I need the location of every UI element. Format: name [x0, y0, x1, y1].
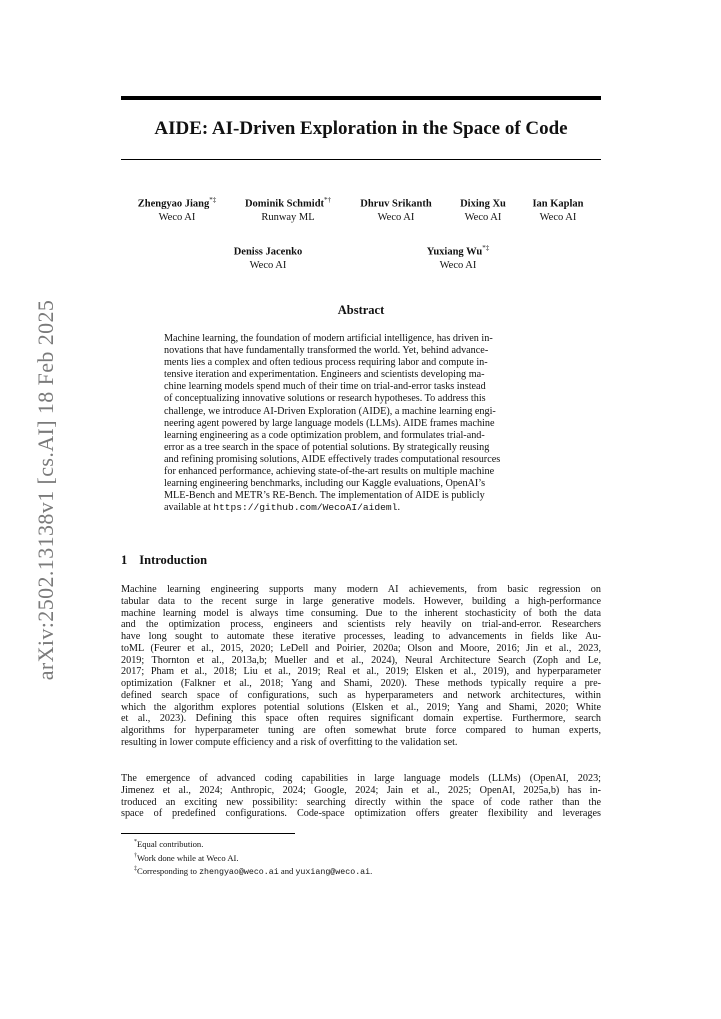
abstract-line: learning engineering benchmarks, including our Kaggle evaluations, OpenAI’s [164, 478, 486, 490]
abstract-line: learning engineering as a code optimization problem, and formulates trial-and- [164, 429, 485, 441]
paragraph-line: have long sought to automate these iterative processes, leading to advancements in fields like Au- [121, 631, 601, 642]
abstract-line: Machine learning, the foundation of modern artificial intelligence, has driven in- [164, 333, 493, 344]
paragraph-line: machine learning model is always time consuming. Due to the inherent stochasticity of both the data [121, 607, 601, 619]
author-mark: *‡ [209, 196, 217, 204]
paragraph-line: toML (Feurer et al., 2015, 2020; LeDell and Poirier, 2020a; Olson and Moore, 2016; Jin et al., 2023, [121, 642, 601, 654]
abstract-text: . [397, 502, 400, 514]
author-mark: *‡ [482, 244, 490, 252]
section-title: Introduction [139, 553, 208, 567]
footnote-mark: ‡ [134, 866, 137, 873]
author-affiliation: Runway ML [261, 211, 315, 223]
intro-paragraph-1 [121, 584, 601, 749]
footnote-mark: † [134, 852, 137, 859]
author-block [427, 242, 490, 272]
paragraph-line: 2017; Pham et al., 2018; Liu et al., 2019; Real et al., 2019; Elsken et al., 2019), and hyperparameter [121, 666, 601, 678]
abstract-line: neering agent powered by large language models (LLMs). AIDE frames machine [164, 417, 495, 429]
abstract-line: ments lies a complex and often tedious process requiring labor and compute in- [164, 357, 488, 369]
paragraph-line: resulting in lower compute efficiency and a risk of overfitting to the validation set. [121, 736, 458, 748]
author-name: Ian Kaplan [532, 198, 584, 210]
arxiv-identifier-sidebar: arXiv:2502.13138v1 [cs.AI] 18 Feb 2025 [33, 299, 58, 681]
abstract-line: and refining promising solutions, AIDE effectively trades computational resources [164, 453, 501, 465]
footnote-text: Work done while at Weco AI. [137, 852, 239, 863]
abstract-line: chine learning models spend much of their time on trial-and-error tasks instead [164, 381, 486, 393]
abstract-text: available at [164, 502, 214, 514]
author-name: Dominik Schmidt [244, 198, 325, 210]
abstract-line: novations that have fundamentally transformed the world. Yet, behind advance- [164, 345, 489, 357]
abstract-line: tensive iteration and experimentation. Engineers and scientists developing ma- [164, 369, 485, 381]
abstract-line: MLE-Bench and METR’s RE-Bench. The implementation of AIDE is publicly [164, 490, 485, 502]
paragraph-line: 2019; Thornton et al., 2013a,b; Mueller and et al., 2024), Neural Architecture Search (Zoph and Le, [121, 654, 601, 666]
paragraph-line: et al., 2023). Defining this space often requires significant domain expertise. Furthermore, search [121, 713, 601, 725]
paragraph-line: tabular data to the recent surge in large generative models. However, building a high-performance [121, 595, 601, 607]
author-name: Dhruv Srikanth [360, 198, 432, 210]
paragraph-line: and the optimization process, engineers and scientists rely heavily on trial-and-error. Researchers [121, 619, 601, 631]
footnote-text: Corresponding to [137, 865, 200, 876]
author-block [460, 194, 506, 224]
paragraph-line: defined search space of configurations, such as hyperparameters and network architectures, within [121, 689, 601, 701]
intro-paragraph-2 [121, 773, 601, 820]
author-block [234, 242, 303, 272]
paragraph-line: Jimenez et al., 2024; Anthropic, 2024; Google, 2024; Jain et al., 2025; OpenAI, 2025a,b) has in- [121, 784, 601, 796]
author-affiliation: Weco AI [439, 259, 477, 271]
title-bottom-rule [121, 159, 601, 160]
footnotes [134, 837, 372, 879]
author-affiliation: Weco AI [158, 211, 196, 223]
author-affiliation: Weco AI [249, 259, 287, 271]
paragraph-line: algorithms for hyperparameter tuning are often somewhat brute force compared to human experts, [121, 725, 601, 736]
footnote-text: Equal contribution. [137, 838, 204, 849]
abstract-body [164, 333, 559, 514]
author-block [360, 194, 431, 224]
paragraph-line: space of predefined configurations. Code-space optimization offers greater flexibility and leverages [121, 808, 601, 820]
footnote-text: . [370, 865, 373, 876]
author-name: Deniss Jacenko [233, 246, 303, 258]
paragraph-line: Machine learning engineering supports many modern AI achievements, from basic regression on [121, 584, 601, 595]
author-affiliation: Weco AI [539, 211, 577, 223]
paragraph-line: optimization (Falkner et al., 2018; Yang and Shami, 2020). These methods typically require a pre- [121, 678, 601, 689]
footnote-text: and [278, 865, 296, 876]
section-heading [121, 553, 207, 568]
author-name: Yuxiang Wu [426, 246, 483, 258]
footnote-rule [121, 833, 295, 834]
author-block [245, 194, 331, 224]
footnote-item [134, 837, 372, 851]
paper-title: AIDE: AI-Driven Exploration in the Space of Code [154, 118, 568, 139]
email-link[interactable]: zhengyao@weco.ai [199, 867, 279, 877]
author-affiliation: Weco AI [377, 211, 415, 223]
section-number: 1 [121, 553, 128, 567]
author-mark: *† [324, 196, 332, 204]
repository-link[interactable]: https://github.com/WecoAI/aideml [213, 502, 398, 514]
author-affiliation: Weco AI [464, 211, 502, 223]
paragraph-line: troduced an exciting new possibility: searching directly within the space of code rather than the [121, 796, 601, 808]
abstract-line: challenge, we introduce AI-Driven Exploration (AIDE), a machine learning engi- [164, 405, 496, 417]
footnote-item [134, 851, 372, 865]
paragraph-line: which the algorithm explores potential solutions (Elsken et al., 2019; Yang and Shami, 2020; White [121, 701, 601, 713]
author-block [138, 194, 216, 224]
author-name: Zhengyao Jiang [137, 198, 210, 210]
abstract-line: for enhanced performance, achieving state-of-the-art results on multiple machine [164, 466, 495, 478]
abstract-last-line [164, 502, 559, 514]
footnote-mark: * [134, 839, 137, 845]
footnote-item [134, 864, 372, 879]
abstract-line: of conceptualizing innovative solutions or research hypotheses. To address this [164, 393, 486, 405]
paragraph-line: The emergence of advanced coding capabilities in large language models (LLMs) (OpenAI, 2023; [121, 773, 601, 784]
author-name: Dixing Xu [460, 198, 506, 210]
email-link[interactable]: yuxiang@weco.ai [295, 867, 371, 877]
title-top-rule [121, 96, 601, 100]
abstract-line: error as a tree search in the space of potential solutions. By strategically reusing [164, 441, 490, 453]
abstract-heading: Abstract [337, 303, 385, 317]
author-block [532, 194, 583, 224]
